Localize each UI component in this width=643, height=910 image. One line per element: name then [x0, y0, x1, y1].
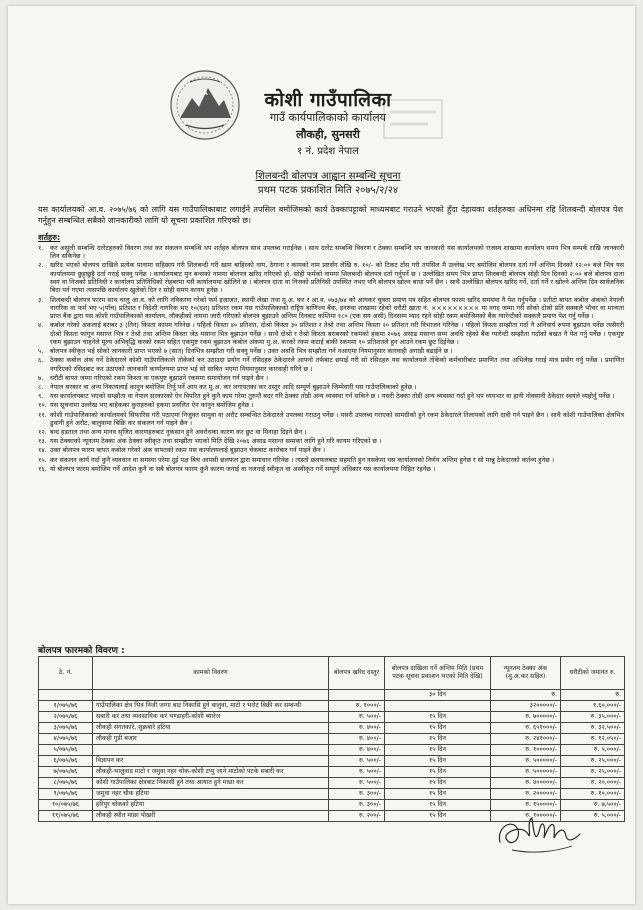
row-number-cell: १/०७५/७६ [39, 701, 93, 712]
work-description-cell: विज्ञापन कर [93, 756, 329, 767]
condition-number: ४. [38, 321, 44, 330]
condition-number: १२. [38, 428, 47, 437]
condition-text: कर असुली सम्बन्धि दररेटहरुको विवरण तथा कर संकलन सम्बन्धि थप शर्तहरु बोलपत्र साथ उपलब्ध गराईनेछ । साथ दररेट सम्बन्धि विवरण र ठेक्का सम्बन्धि थप जानकारी यस कार्यालयको राजस्व शाखामा कार्यालय समय भित्र सम्पर्क राखि जानकारी लिन सकिनेछ । [50, 244, 624, 261]
row-number-cell: १०/०७५/७६ [39, 800, 93, 811]
condition-item [38, 456, 624, 464]
condition-item [38, 261, 624, 294]
submission-deadline-cell: १५ दिन [385, 800, 491, 811]
condition-text: नेपाल सरकार वा अन्य निकायलाई कानुन बमोजिम तिर्नु पर्ने आय कर मु.अ. कर लगायतका कर दस्तुर आदि सम्पूर्ण बुझाउने जिम्मेवारी यस गाउँपालिकाको हुनेछ । [50, 382, 417, 391]
deposit-amount-cell: रु. १०,०००/- [561, 789, 625, 800]
table-row [39, 756, 625, 767]
condition-number: ६. [38, 356, 44, 365]
minimum-bid-amount-cell: रु. २४१०००/- [491, 734, 561, 745]
minimum-bid-amount-cell: रु. १०००००/- [491, 745, 561, 756]
condition-number: १६. [38, 464, 47, 473]
submission-deadline-cell: १५ दिन [385, 712, 491, 723]
condition-item [38, 296, 624, 321]
work-description-cell: लौकही गुडी बजार [93, 734, 329, 745]
work-description-cell: सबारी कर तथा व्यवसायिक कर भण्डाहरी-कोशी ब्यारेज [93, 712, 329, 723]
conditions-list [38, 244, 624, 474]
condition-text: यस ठेक्काको न्यूनतम ठेक्का अंक ठेक्का स्वीकृत तथा सम्झौता भएको मिति देखि २०७६ असाढ मसान्त सम्मका लागि हुने गरि कायम गरिएको छ । [50, 437, 382, 446]
purchase-fee-cell: रु. ५००/- [329, 778, 385, 789]
table-row [39, 701, 625, 712]
table-row [39, 723, 625, 734]
condition-number: ९. [38, 392, 44, 401]
conditions-heading: शर्तहरु: [38, 233, 61, 242]
intro-paragraph: यस कार्यालयको आ.व. २०७५/७६ को लागि यस गाउँपालिकाबाट लगाईने तपसिल बमोजिमको कार्य ठेक्कापट्टाको माध्यमबाट गराउने भएको हुँदा देहायका शर्तहरुका अधिनमा रहि शिलबन्दी बोलपत्र पेश गर्नुहुन सम्बन्धित सबैको जानकारीको लागि यो सूचना प्रकाशित गरिएको छ। [38, 205, 623, 225]
condition-number: १३. [38, 437, 47, 446]
table-body [39, 690, 625, 822]
bid-form-heading: बोलपत्र फारमको विवरण : [38, 646, 125, 656]
condition-item [38, 437, 624, 445]
condition-item [38, 401, 624, 409]
condition-text: कर संकलन कार्य गर्दा कुनै व्यवधान वा समस्या परेमा दुई पक्ष बिच आपसी छलफल द्वारा समाधान गरिनेछ । त्यस्तो छलफलबाट सहमति हुन नसकेमा यस कार्यालयको निर्णय अन्तिम हुनेछ र सो मान्नु ठेकेदारको कर्तव्य हुनेछ । [50, 455, 554, 464]
minimum-bid-amount-cell: रु. ६५१०००/- [491, 723, 561, 734]
condition-text: खरिद भएको बोलपत्र दाखिले प्रत्येक पानामा सहिछाप गरी शिलबन्दी गरी खाम बाहिरको नाम, ठेगाना र कामको नाम प्रष्टसँग लेखि रु. १०/- को टिकट टाँस गरी तपसिल मै उल्लेख भए बमोजिम बोलपत्र दर्ता गर्ने अन्तिम दिनको १२:०० बजे भित्र यस कार्यालयमा छुट्टाछुट्टै दर्ता गराई सक्नु पर्नेछ । कार्यालयबाट मुन बन्सको नाममा बोलपत्र खरिद गरिएको हो, सोही फर्मको नाममा शिलबन्दी बोलपत्र दर्ता गर्नुपर्ने छ । उल्लेखित समय भित्र प्राप्त शिलबन्दी बोलपत्र सोही दिन दिनको २:०० बजे बोलपत्र दाता स्वयं वा निजको प्रतिनिधी र कार्यालय प्रतिनिधिको रोहबरमा यसै कार्यालयमा खोलिने छ । बोलपत्र दाता वा निजको प्रतिनिधी उपस्थित नभए पनि बोलपत्र खोल्न बाधा पर्ने छैन । साथै उल्लेखित बोलपत्र खरिद गर्ने, दर्ता गर्ने र खोल्ने अन्तिम दिन सार्वजनिक बिदा पर्न गएमा त्यसपछि कार्यालय खुलेको दिन र सोही समय कायम हुनेछ । [50, 261, 624, 295]
table-row [39, 712, 625, 723]
condition-number: १५. [38, 455, 47, 464]
condition-item [38, 428, 624, 436]
minimum-bid-amount-cell: ३२०००००/- [491, 701, 561, 712]
condition-item [38, 411, 624, 428]
condition-text: बन्द हडताल तथा अन्य मानव सृजित कारणहरुबाट नुकसान हुने अवरोधका कारण कर छुट वा मिनाहा दिइने छैन । [50, 428, 307, 437]
deposit-amount-cell: रु. १२,०५०/- [561, 734, 625, 745]
purchase-fee-cell: रु. ५००/- [329, 756, 385, 767]
minimum-bid-amount-cell: रु. २०००००/- [491, 789, 561, 800]
row-number-cell: ८/०७५/७६ [39, 778, 93, 789]
minimum-bid-amount-cell: रु. ४०००००/- [491, 778, 561, 789]
deposit-amount-cell: रु. [561, 690, 625, 701]
province-name: १ नं. प्रदेश नेपाल [297, 146, 359, 157]
officer-signature [492, 808, 584, 860]
submission-deadline-cell: १५ दिन [385, 723, 491, 734]
work-description-cell [93, 745, 329, 756]
document-page [8, 6, 635, 904]
deposit-amount-cell: १,६०,०००/- [561, 701, 625, 712]
condition-number: २. [38, 261, 44, 270]
condition-item [38, 244, 624, 261]
condition-item [38, 374, 624, 382]
minimum-bid-amount-cell: रु. [491, 690, 561, 701]
condition-number: ७. [38, 373, 44, 382]
purchase-fee-cell: रु. ५००/- [329, 712, 385, 723]
minimum-bid-amount-cell: रु. ५०००००/- [491, 767, 561, 778]
condition-text: यो बोलपत्र फारम बमोजिम गर्ने आदेश कुनै वा सबै बोलपत्र फारम कुनै कारण जनाई वा नजनाई स्वीकृत वा अस्वीकृत गर्ने सम्पूर्ण अधिकार यस कार्यालयमा निहित रहनेछ । [50, 464, 436, 473]
submission-deadline-cell: १५ दिन [385, 734, 491, 745]
purchase-fee-cell: रु. १०००/- [329, 701, 385, 712]
condition-text: शिलबन्दी बोलपत्र फारम साथ चालु आ.व. को लागि नविकरण गरेको फर्म इजाजत, स्थायी लेखा तथा मु.अ. कर र आ.व. ०७३/७४ को आयकर चुक्ता प्रमाण पत्र सहित बोलपत्र फारम खरिद समयमा नै पेश गर्नुपर्नेछ । प्रतीटो बापत कबोल अंकको नेपाली नागरिक वा फर्म भए ५(पाँच) प्रतिशत र विदेशी नागरिक भए १०(दश) प्रतिशत रकम यस गाउँपालिकाको राष्ट्रिय बाणिज्य बैंक, इनरुवा शाखामा रहेको धरौटी खाता नं. ××××××××× मा नगद जम्मा गरी सोको दोस्रो प्रति सक्कलै भौचर वा मान्यता प्राप्त बैंक द्वारा यस कोशी गाउँपालिकाको कार्यालय, लौकहीको नाममा जारी गरिएको बोलपत्र बुझाउने अन्तिम दिनबाट कम्तिमा १८० (एक सय असी) दिनसम्म म्याद रहने सोही रकम बमोजिमको बैंक ग्यारेन्टीको सक्कलै प्रमाण पेश गर्नु पर्नेछ । [50, 295, 624, 321]
purchase-fee-cell: रु. २००/- [329, 811, 385, 822]
bid-form-table [38, 656, 625, 822]
work-description-cell: लौकही स्थीत माछा पोखरी [93, 811, 329, 822]
deposit-amount-cell: रु. २५,०००/- [561, 767, 625, 778]
submission-deadline-cell [385, 701, 491, 712]
condition-number: १०. [38, 401, 47, 410]
condition-text: यस सूचनामा उल्लेख भए बाहेकका कुराहरुको हकमा प्रचलित ऐन कानुन बमोजिम हुनेछ । [50, 401, 254, 410]
submission-deadline-cell: १५ दिन [385, 789, 491, 800]
municipality-title: कोशी गाउँपालिका [264, 89, 392, 111]
column-header: बोलपत्र दाखिला गर्ने अन्तिम मिति (प्रथम पटक सूचना प्रकाशन भएको मिति देखि) [385, 657, 491, 690]
condition-text: उक्त बोलपत्र फारम बापत कबोल गरेको अंक वापतको रकम यस कार्यालयलाई बुझाउन चेकबाट कारोबार गर्न पाइने छैन । [50, 446, 326, 455]
row-number-cell: ७/०७५/७६ [39, 767, 93, 778]
condition-item [38, 446, 624, 454]
condition-text: कबोल गरेको अंकलाई बराबर ३ (तिन) किस्ता कायम गरिनेछ । पहिलो किस्ता ४० प्रतिशत, दोश्रो किस्ता ३० प्रतिशत र तेश्रो तथा अन्तिम किस्ता २० प्रतिशत गरी विभाजन गरिनेछ । पहिलो किस्ता सम्झौता गर्दा नै अनिवार्य रुपमा बुझाउन पर्नेछ त्यसैगरी दोश्रो किस्ता फागुन मसान्त भित्र र तेश्रो तथा अन्तिम किस्ता जेठ मसान्त भित्र बुझाउन पर्नेछ । साथै दोश्रो र तेश्रो किस्ता बराबरको रकमको हकमा २०७६ असाढ मसान्त सम्म अवधि रहेको बैंक ग्यारेन्टी सम्झौता गर्दाको बखत नै पेश गर्नु पर्नेछ । एकमुष्ट रकम बुझाउन चाहनेले मूल्य अभिवृद्धि करको रकम सहित एकमुष्ट रकम बुझाउन कबोल अंकमा मु.अ. करको रकम कटाई बाकी रकममा १० प्रतिशतले हुन आउने रकम छुट दिईनेछ । [50, 321, 624, 346]
work-description-cell: हरिपुर चोकको हटिया [93, 800, 329, 811]
notice-title: शिलबन्दी बोलपत्र आह्वान सम्बन्धि सूचना [255, 171, 401, 182]
publish-date: प्रथम पटक प्रकाशित मिति २०७५/२/२४ [257, 185, 399, 196]
submission-deadline-cell: १५ दिन [385, 745, 491, 756]
deposit-amount-cell: रु. ५,०००/- [561, 811, 625, 822]
condition-item [38, 465, 624, 473]
deposit-amount-cell: रु. ७,५००/- [561, 800, 625, 811]
column-header: ठे. नं. [39, 657, 93, 690]
work-description-cell: कोशी गाउँपालिका क्षेत्रबाट निकासी हुने तथा आयात हुने माछा कर [93, 778, 329, 789]
submission-deadline-cell: १५ दिन [385, 767, 491, 778]
work-description-cell [93, 690, 329, 701]
row-number-cell: २/०७५/७६ [39, 712, 93, 723]
office-location: लौकही, सुनसरी [296, 128, 360, 141]
table-row [39, 778, 625, 789]
purchase-fee-cell: रु. ४००/- [329, 745, 385, 756]
purchase-fee-cell: रु. ५००/- [329, 767, 385, 778]
purchase-fee-cell: रु. ३००/- [329, 789, 385, 800]
purchase-fee-cell [329, 690, 385, 701]
column-header: धरौटीको जमानत रु. [561, 657, 625, 690]
work-description-cell: गाउँपालिका क्षेत्र भित्र निजी जग्गा बाट निकासि हुने बालुवा, माटो र भरोट बिक्री कर सम्बन्धी [93, 701, 329, 712]
minimum-bid-amount-cell: रु. १०००००/- [491, 811, 561, 822]
table-row [39, 789, 625, 800]
column-header: न्यूनतम ठेक्का अंक (मु.अ.कर सहित) [491, 657, 561, 690]
deposit-amount-cell: रु. २५,०००/- [561, 756, 625, 767]
office-name: गाउँ कार्यपालिकाको कार्यालय [269, 111, 387, 124]
condition-number: १. [38, 244, 44, 252]
condition-text: बोलपत्र स्वीकृत भई सोको जानकारी प्राप्त भएको ७ (सात) दिनभित्र सम्झौता गरी सक्नु पर्नेछ । उक्त अवधि भित्र सम्झौता गर्न नआएमा नियमानुसार कारवाही अगाडी बढाईने छ । [50, 347, 453, 356]
purchase-fee-cell: रु. ४००/- [329, 723, 385, 734]
minimum-bid-amount-cell: रु. ७०००००/- [491, 712, 561, 723]
table-row [39, 745, 625, 756]
table-row [39, 734, 625, 745]
table-header-row [39, 657, 625, 690]
deposit-amount-cell: रु. ३२,५००/- [561, 723, 625, 734]
condition-text: ठेक्का कबोल अंक गर्ने ठेकेदारले कोशी गाउँपालिकाले तोकेको कर उठाउदा प्रयोग गर्ने रसिदहरु ठेकेदारले आफ्नो तर्फबाट छपाई गरी सो रसिदहरु यस कार्यालयले तोकेको कर्मचारीबाट प्रमाणित तथा अभिलेख गराई मात्र प्रयोग गर्नु पर्नेछ । प्रमाणित नगरिएको रसिदबाट कर उठाएको जानकारी कार्यालयमा प्राप्त भई सो साबित भएमा नियमानुसार कारवाही गरिने छ । [50, 356, 624, 373]
submission-deadline-cell: १५ दिन [385, 778, 491, 789]
deposit-amount-cell: रु. ५,०००/- [561, 745, 625, 756]
row-number-cell: ९/०७५/७६ [39, 789, 93, 800]
condition-number: ११. [38, 410, 47, 419]
condition-item [38, 356, 624, 373]
submission-deadline-cell: १५ दिन [385, 811, 491, 822]
condition-number: ५. [38, 347, 44, 356]
work-description-cell: लौकही संगतकारे, शुक्रबारे हटिया [93, 723, 329, 734]
column-header: कामको विवरण [93, 657, 329, 690]
work-description-cell: लौकही-भालुवाड माटो र जमुवा नहर चोक-कोशी टप्पु जाने माटोको पटके सबारी कर [93, 767, 329, 778]
column-header: बोलपत्र खरिद दस्तुर [329, 657, 385, 690]
row-number-cell: ४/०७५/७६ [39, 734, 93, 745]
submission-deadline-cell: १५ दिन [385, 756, 491, 767]
deposit-amount-cell: रु. ३५,०००/- [561, 712, 625, 723]
condition-item [38, 321, 624, 346]
condition-item [38, 347, 624, 355]
row-number-cell: ११/०७५/७६ [39, 811, 93, 822]
minimum-bid-amount-cell: रु. ५०००००/- [491, 756, 561, 767]
condition-number: ८. [38, 382, 44, 391]
row-number-cell: ६/०७५/७६ [39, 756, 93, 767]
condition-text: कोशी गाउँपालिकाको कार्यालयको सिफारिस गरी पठाएमा निजुक्त सामुवा वा अरौट सम्बन्धित ठेकेदारले उपलब्ध गराउनु पर्नेछ । यसरी उपलब्ध गराएको सामग्रीको हुने रकम ठेकेदारले तिलायको लागि दावी गर्न पाइने छैन । साथै कोशी गाउँपालिका क्षेत्रभित्र ढुवानी हुने अरौट, बालुवामा बिक्रि कर संकलन गर्न पाइने छैन । [50, 410, 624, 427]
table-row [39, 690, 625, 701]
work-description-cell: जमुवा नहर चौक हटिया [93, 789, 329, 800]
condition-item [38, 383, 624, 391]
row-number-cell: ३/०७५/७६ [39, 723, 93, 734]
condition-item [38, 392, 624, 400]
deposit-amount-cell: रु. २०,०००/- [561, 778, 625, 789]
condition-number: १४. [38, 446, 47, 455]
row-number-cell [39, 690, 93, 701]
purchase-fee-cell: रु. ३००/- [329, 800, 385, 811]
condition-number: ३. [38, 295, 44, 304]
condition-text: यस कार्यालयबाट भएको सम्झौता वा नेपाल सरकारको ऐन विपरित हुने कुनै काम गरेमा तुरुन्तै बदर गरि ठेक्का तोडी अन्य व्यवस्था गर्न सकिने छ । यसरी ठेक्का तोडी अन्य व्यवस्था गर्दा हुने थप व्ययभार वा हानी नोक्सानी ठेकेदार स्वयंले व्यहोर्नु पर्नेछ । [50, 392, 615, 401]
submission-deadline-cell: ३० दिन [385, 690, 491, 701]
table-row [39, 767, 625, 778]
purchase-fee-cell: रु. ४००/- [329, 734, 385, 745]
row-number-cell: ५/०७५/७६ [39, 745, 93, 756]
condition-text: धरौटी बापत जम्मा गरिएको रकम किस्ता वा एकमुष्ट बुझाउने रकममा समायोजन गर्न पाइने छैन । [50, 373, 269, 382]
minimum-bid-amount-cell: रु. १५००००/- [491, 800, 561, 811]
